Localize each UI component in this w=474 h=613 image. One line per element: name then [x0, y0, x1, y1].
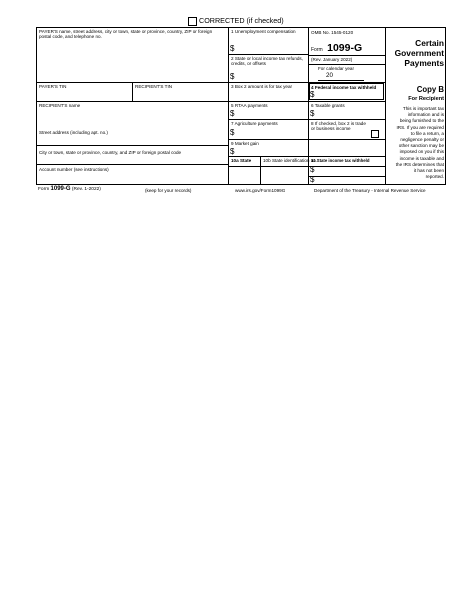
- box5-dollar: $: [230, 109, 235, 118]
- form-prefix: Form: [311, 47, 323, 53]
- notice-line: information and is: [407, 112, 444, 118]
- box10a-field-2[interactable]: [230, 176, 259, 183]
- recipient-tin-label: RECIPIENT'S TIN: [135, 84, 173, 89]
- payer-name-label: PAYER'S name, street address, city or town, state or province, country, ZIP or foreign postal code, and telephone no.: [39, 29, 213, 40]
- box9-dollar: $: [230, 147, 235, 156]
- box1-field[interactable]: [236, 44, 306, 53]
- footer-rev: (Rev. 1-2022): [71, 187, 101, 192]
- box5-label: 5 RTAA payments: [231, 103, 268, 108]
- calendar-year-prefix: 20: [326, 72, 333, 79]
- for-recipient-label: For Recipient: [408, 96, 444, 102]
- box11-text: 11 State income tax withheld: [311, 158, 370, 163]
- box10b-text: 10b State identification no.: [263, 158, 318, 163]
- box1-label: 1 Unemployment compensation: [231, 29, 296, 34]
- notice-line: it has not been: [413, 168, 444, 174]
- corrected-label: CORRECTED (if checked): [199, 16, 284, 25]
- box3-label: 3 Box 2 amount is for tax year: [231, 84, 293, 89]
- notice-line: being furnished to the: [399, 118, 444, 124]
- omb-number: OMB No. 1545-0120: [311, 30, 354, 35]
- account-number-label: Account number (see instructions): [39, 167, 109, 172]
- box2-field[interactable]: [236, 72, 306, 81]
- street-address-label: Street address (including apt. no.): [39, 130, 108, 135]
- box2-dollar: $: [230, 72, 235, 81]
- recipient-name-label: RECIPIENT'S name: [39, 103, 81, 108]
- notice-line: imposed on you if this: [399, 149, 444, 155]
- box7-label: 7 Agriculture payments: [231, 121, 278, 126]
- copy-b-notice: [386, 106, 444, 180]
- box5-field[interactable]: [236, 109, 306, 118]
- box10a-label: [231, 158, 251, 163]
- box10b-field-1[interactable]: [262, 167, 307, 175]
- box10a-text: 10a State: [231, 158, 252, 163]
- box9-field[interactable]: [236, 147, 306, 155]
- recipient-tin-field[interactable]: [133, 90, 227, 100]
- box4-dollar: $: [310, 90, 315, 99]
- box7-field[interactable]: [236, 128, 306, 138]
- copy-b-label: Copy B: [416, 85, 444, 94]
- box1-dollar: $: [230, 44, 235, 53]
- box11-dollar-1: $: [310, 165, 315, 174]
- box9-label: 9 Market gain: [231, 141, 259, 146]
- box4-label: 4 Federal income tax withheld: [311, 85, 377, 90]
- box11-dollar-2: $: [310, 175, 315, 184]
- form-name: 1099-G: [327, 42, 363, 54]
- footer-dept: Department of the Treasury - Internal Revenue Service: [314, 188, 426, 193]
- street-address-field[interactable]: [37, 136, 227, 145]
- box11-label: [311, 158, 370, 163]
- box11-field-1[interactable]: [316, 167, 382, 175]
- account-number-field[interactable]: [37, 173, 227, 183]
- box10a-field-1[interactable]: [230, 167, 259, 175]
- box10b-label: [263, 158, 317, 163]
- footer-keep: (keep for your records): [145, 188, 192, 193]
- footer-form-name: 1099-G: [50, 186, 71, 192]
- form-number: [311, 38, 362, 56]
- title-line3: Payments: [404, 58, 444, 68]
- city-state-label: City or town, state or province, country, and ZIP or foreign postal code: [39, 150, 182, 155]
- city-state-field[interactable]: [37, 156, 227, 164]
- box8-label: 8 If checked, box 2 is trade or business income: [311, 121, 366, 131]
- box10b-field-2[interactable]: [262, 176, 307, 183]
- footer-form-id: [38, 186, 101, 193]
- payer-tin-label: PAYER'S TIN: [39, 84, 67, 89]
- notice-line: other sanction may be: [398, 143, 444, 149]
- notice-line: income is taxable and: [399, 155, 444, 161]
- box2-label: 2 State or local income tax refunds, credits, or offsets: [231, 56, 304, 67]
- box11-field-2[interactable]: [316, 177, 382, 183]
- corrected-checkbox[interactable]: [188, 17, 197, 26]
- notice-line: IRS. If you are required: [396, 124, 444, 130]
- footer-form-word: Form: [38, 187, 50, 192]
- box4-field[interactable]: [316, 91, 382, 99]
- box7-dollar: $: [230, 128, 235, 137]
- box8-checkbox[interactable]: [371, 130, 379, 138]
- box3-field[interactable]: [230, 91, 306, 100]
- notice-line: negligence penalty or: [400, 137, 444, 143]
- notice-line: This is important tax: [402, 106, 444, 111]
- payer-tin-field[interactable]: [37, 90, 131, 100]
- notice-line: the IRS determines that: [395, 161, 444, 167]
- box6-label: 6 Taxable grants: [311, 103, 345, 108]
- notice-line: reported.: [425, 174, 444, 180]
- recipient-name-field[interactable]: [37, 109, 227, 129]
- payer-name-field[interactable]: [37, 45, 227, 81]
- box6-field[interactable]: [316, 109, 382, 118]
- notice-line: to file a return, a: [410, 130, 444, 136]
- title-line1: Certain: [415, 38, 444, 48]
- form-title: [386, 38, 444, 68]
- title-line2: Government: [394, 48, 444, 58]
- calendar-year-field[interactable]: [318, 71, 364, 81]
- box6-dollar: $: [310, 109, 315, 118]
- form-revision: (Rev. January 2022): [311, 57, 353, 62]
- footer-url: www.irs.gov/Form1099G: [235, 188, 286, 193]
- calendar-year-label: For calendar year: [318, 66, 355, 71]
